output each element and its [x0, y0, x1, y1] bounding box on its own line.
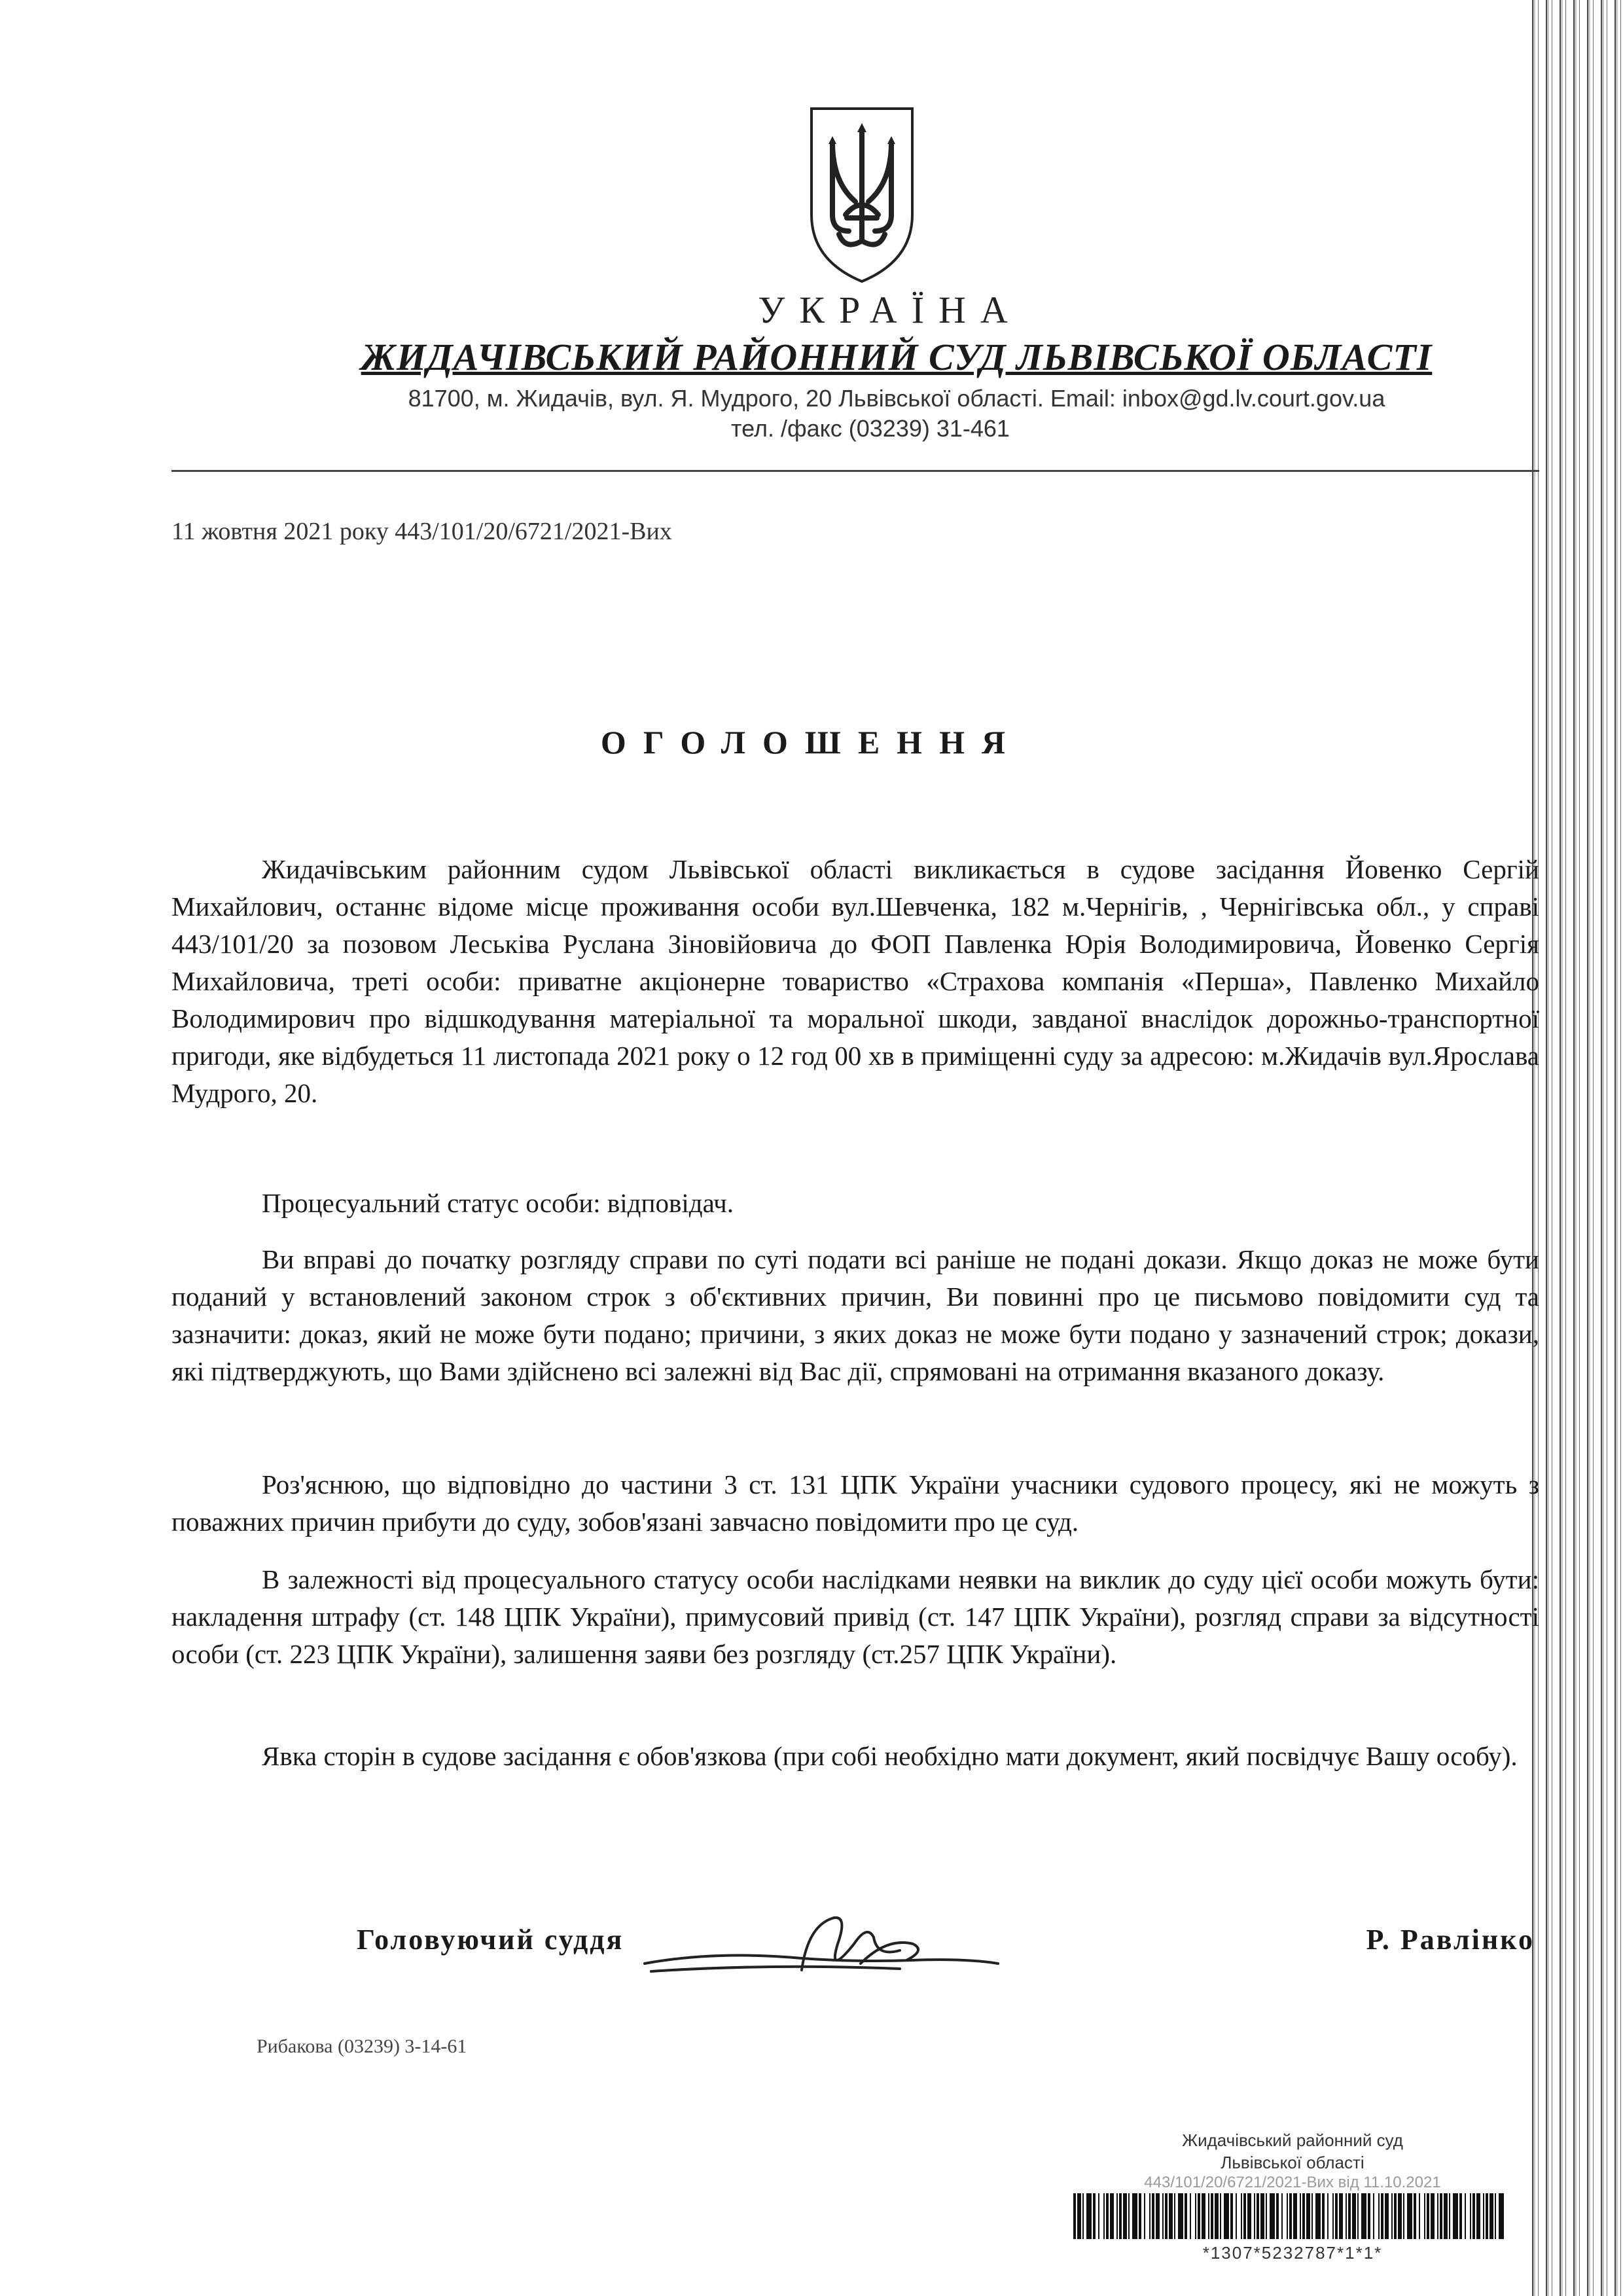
summons-paragraph: Жидачівським районним судом Львівської області викликається в судове засідання Йовенко Сергій Михайлович, останнє відоме місце проживання особи вул.Шевченка, 182 м.Чернігів, , Чернігівська обл., у справі 443/101/20 за позовом Леськіва Руслана Зіновійовича до ФОП Павленка Юрія Володимировича, Йовенко Сергія Михайловича, треті особи: приватне акціонерне товариство «Страхова компанія «Перша», Павленко Михайло Володимирович про відшкодування матеріальної та моральної шкоди, завданої внаслідок дорожньо-транспортної пригоди, яке відбудеться 11 листопада 2021 року о 12 год 00 хв в приміщенні суду за адресою: м.Жидачів вул.Ярослава Мудрого, 20.	[171, 854, 1539, 1108]
barcode-bar	[1483, 2193, 1484, 2239]
barcode-bar	[1368, 2193, 1370, 2239]
barcode-bar	[1152, 2193, 1154, 2239]
barcode-bar	[1119, 2193, 1122, 2239]
barcode-bar	[1431, 2193, 1435, 2239]
barcode-bar	[1459, 2193, 1462, 2239]
barcode-bar	[1472, 2193, 1475, 2239]
barcode-bar	[1449, 2193, 1450, 2239]
barcode-bar	[1139, 2193, 1141, 2239]
barcode-bar	[1315, 2193, 1321, 2239]
barcode-bar	[1322, 2193, 1325, 2239]
barcode-bar	[1381, 2193, 1383, 2239]
registration-stamp	[1060, 2130, 1525, 2281]
barcode-bar	[1254, 2193, 1255, 2239]
barcode-bar	[1346, 2193, 1347, 2239]
barcode-bar	[1103, 2193, 1105, 2239]
barcode-bar	[1357, 2193, 1359, 2239]
barcode-bar	[1373, 2193, 1374, 2239]
barcode-bar	[1289, 2193, 1292, 2239]
barcode-bar	[1495, 2193, 1496, 2239]
barcode-bar	[1281, 2193, 1283, 2239]
barcode-bar	[1332, 2193, 1334, 2239]
barcode-bar	[1306, 2193, 1310, 2239]
barcode-bar	[1311, 2193, 1313, 2239]
barcode-bar	[1215, 2193, 1219, 2239]
barcode-bar	[1276, 2193, 1279, 2239]
barcode-bar	[1257, 2193, 1259, 2239]
stamp-region: Львівської області	[1221, 2153, 1364, 2172]
barcode-bar	[1082, 2193, 1084, 2239]
barcode-bar	[1293, 2193, 1297, 2239]
barcode-bar	[1208, 2193, 1209, 2239]
barcode-bar	[1144, 2193, 1145, 2239]
stamp-reference: 443/101/20/6721/2021-Вих від 11.10.2021	[1144, 2174, 1441, 2191]
barcode-bar	[1241, 2193, 1242, 2239]
barcode-bar	[1098, 2193, 1099, 2239]
explanation-paragraph: Роз'яснюю, що відповідно до частини 3 ст. 131 ЦПК України учасники судового процесу, які не можуть з поважних причин прибути до суду, зобов'язані завчасно повідомити про це суд.	[171, 1469, 1539, 1537]
barcode-bar	[1424, 2193, 1425, 2239]
barcode-bar	[1236, 2193, 1237, 2239]
barcode-bar	[1220, 2193, 1221, 2239]
barcode-bar	[1440, 2193, 1442, 2239]
barcode-bar	[1444, 2193, 1448, 2239]
barcode-bar	[1427, 2193, 1429, 2239]
barcode-bar	[1391, 2193, 1393, 2239]
barcode-bar	[1178, 2193, 1183, 2239]
evidence-paragraph: Ви вправі до початку розгляду справи по суті подати всі раніше не подані докази. Якщо доказ не може бути поданий у встановлений законом строк з об'єктивних причин, Ви повинні про це письмово повідомити суд та зазначити: доказ, який не може бути подано; причини, з яких доказ не може бути подано у зазначений строк; докази, які підтверджують, що Вами здійснено всі залежні від Вас дії, спрямовані на отримання вказаного доказу.	[171, 1244, 1539, 1386]
status-paragraph: Процесуальний статус особи: відповідач.	[262, 1188, 734, 1218]
barcode-bar	[1132, 2193, 1137, 2239]
barcode-bar	[1327, 2193, 1329, 2239]
barcode-bar	[1093, 2193, 1096, 2239]
barcode-bar	[1287, 2193, 1288, 2239]
barcode-bar	[1116, 2193, 1118, 2239]
barcode-bar	[1211, 2193, 1213, 2239]
scan-edge-artifact	[1528, 0, 1623, 2296]
barcode-bar	[1335, 2193, 1338, 2239]
barcode-bar	[1230, 2193, 1233, 2239]
barcode-bar	[1419, 2193, 1420, 2239]
barcode-bar	[1149, 2193, 1150, 2239]
outgoing-reference: 11 жовтня 2021 року 443/101/20/6721/2021-Вих	[171, 518, 672, 545]
barcode-bar	[1407, 2193, 1412, 2239]
barcode-bar	[1486, 2193, 1488, 2239]
barcode-bar	[1348, 2193, 1351, 2239]
barcode-bar	[1198, 2193, 1200, 2239]
barcode-bar	[1123, 2193, 1127, 2239]
barcode-bar	[1499, 2193, 1504, 2239]
country-heading: УКРАЇНА	[758, 289, 1022, 331]
barcode-bar	[1470, 2193, 1471, 2239]
barcode-bar	[1156, 2193, 1160, 2239]
barcode-bar	[1174, 2193, 1175, 2239]
stamp-court-name: Жидачівський районний суд	[1182, 2130, 1403, 2150]
barcode-bar	[1414, 2193, 1416, 2239]
barcode-bar	[1453, 2193, 1458, 2239]
barcode-bar	[1270, 2193, 1275, 2239]
signer-title: Головуючий суддя	[357, 1924, 624, 1956]
barcode-bar	[1394, 2193, 1397, 2239]
barcode-bar	[1185, 2193, 1187, 2239]
barcode-bar	[1190, 2193, 1191, 2239]
barcode-bar	[1437, 2193, 1438, 2239]
barcode-bar	[1378, 2193, 1380, 2239]
barcode-bar	[1110, 2193, 1114, 2239]
barcode-bar	[1162, 2193, 1164, 2239]
court-phone: тел. /факс (03239) 31-461	[731, 415, 1010, 442]
court-address: 81700, м. Жидачів, вул. Я. Мудрого, 20 Львівської області. Email: inbox@gd.lv.court.gov.ua	[408, 385, 1385, 412]
barcode-bar	[1339, 2193, 1343, 2239]
barcode-bar	[1247, 2193, 1251, 2239]
barcode-bar	[1266, 2193, 1267, 2239]
barcode-bar	[1489, 2193, 1493, 2239]
handwritten-signature	[638, 1898, 1005, 1990]
coat-of-arms-trident-icon	[806, 103, 918, 287]
barcode-bar	[1300, 2193, 1301, 2239]
barcode-bar	[1465, 2193, 1466, 2239]
barcode-bar	[1128, 2193, 1130, 2239]
judge-name: Р. Равлінко	[1366, 1924, 1535, 1956]
barcode-bar	[1073, 2193, 1076, 2239]
barcode-bar	[1352, 2193, 1356, 2239]
barcode-bar	[1086, 2193, 1092, 2239]
executor-contact: Рибакова (03239) 3-14-61	[257, 2036, 467, 2057]
header-divider	[171, 470, 1539, 472]
barcode-bar	[1202, 2193, 1205, 2239]
consequences-paragraph: В залежності від процесуального статусу особи наслідками неявки на виклик до суду цієї особи можуть бути: накладення штрафу (ст. 148 ЦПК України), примусовий привід (ст. 147 ЦПК України), розгляд справи за відсутності особи (ст. 223 ЦПК України), залишення заяви без розгляду (ст.257 ЦПК України).	[171, 1564, 1539, 1669]
barcode-bar	[1224, 2193, 1229, 2239]
barcode-bar	[1243, 2193, 1246, 2239]
barcode-number: *1307*5232787*1*1*	[1202, 2243, 1383, 2263]
barcode-bar	[1165, 2193, 1168, 2239]
barcode-bar	[1106, 2193, 1109, 2239]
barcode	[1073, 2193, 1512, 2239]
barcode-bar	[1476, 2193, 1480, 2239]
signature-block	[357, 1918, 1535, 1990]
barcode-bar	[1302, 2193, 1305, 2239]
barcode-bar	[1077, 2193, 1081, 2239]
barcode-bar	[1195, 2193, 1196, 2239]
document-title: ОГОЛОШЕННЯ	[600, 724, 1023, 761]
barcode-bar	[1260, 2193, 1264, 2239]
court-name: ЖИДАЧІВСЬКИЙ РАЙОННИЙ СУД ЛЬВІВСЬКОЇ ОБЛАСТІ	[361, 336, 1433, 378]
barcode-bar	[1403, 2193, 1404, 2239]
attendance-paragraph: Явка сторін в судове засідання є обов'язкова (при собі необхідно мати документ, який посвідчує Вашу особу).	[262, 1741, 1518, 1771]
barcode-bar	[1169, 2193, 1173, 2239]
barcode-bar	[1385, 2193, 1389, 2239]
barcode-bar	[1398, 2193, 1402, 2239]
barcode-bar	[1361, 2193, 1366, 2239]
